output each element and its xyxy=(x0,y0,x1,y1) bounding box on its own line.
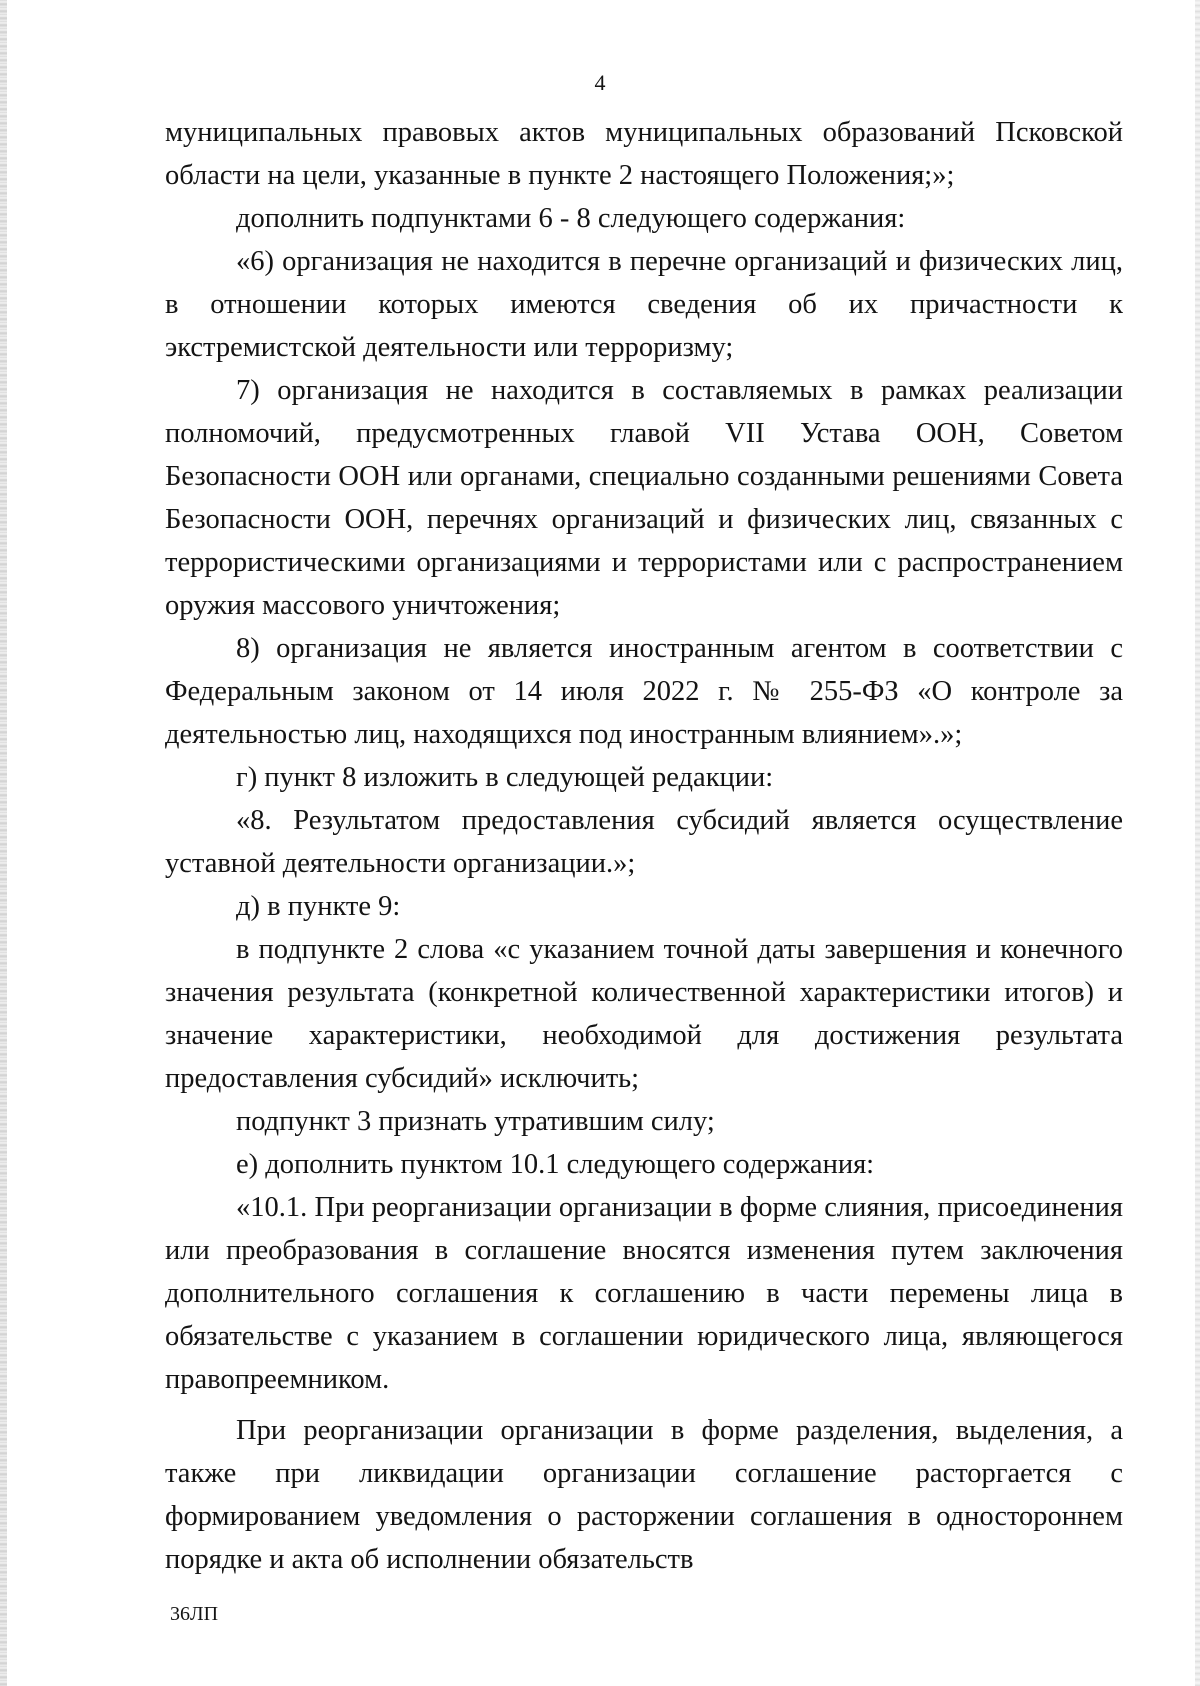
paragraph-subitem-8: 8) организация не является иностранным агентом в соответствии с Федеральным законом от 14 июля 2022 г. № 255-ФЗ «О контроле за деятельностью лиц, находящихся под иностранным влиянием».»; xyxy=(165,633,1123,750)
paragraph-subitem-6: «6) организация не находится в перечне организаций и физических лиц, в отношении которых имеются сведения об их причастности к экстремистской деятельности или терроризму; xyxy=(165,246,1123,363)
footer-document-code: 36ЛП xyxy=(170,1603,219,1625)
paragraph-reorganization-division: При реорганизации организации в форме разделения, выделения, а также при ликвидации организации соглашение расторгается с формированием уведомления о расторжении соглашения в одностороннем порядке и акта об исполнении обязательств xyxy=(165,1415,1123,1575)
paragraph-item-g: г) пункт 8 изложить в следующей редакции: xyxy=(236,762,774,793)
paragraph-point-8: «8. Результатом предоставления субсидий является осуществление уставной деятельности организации.»; xyxy=(165,805,1123,879)
paragraph-subitem-2-words: в подпункте 2 слова «с указанием точной даты завершения и конечного значения результата (конкретной количественной характеристики итогов) и значение характеристики, необходимой для достижения результата предоставления субсидий» исключить; xyxy=(165,934,1123,1094)
document-body xyxy=(165,111,1123,1581)
paragraph-point-10-1: «10.1. При реорганизации организации в форме слияния, присоединения или преобразования в соглашение вносятся изменения путем заключения дополнительного соглашения к соглашению в части перемены лица в обязательстве с указанием в соглашении юридического лица, являющегося правопреемником. xyxy=(165,1192,1123,1395)
paragraph-subitem-3-void: подпункт 3 признать утратившим силу; xyxy=(236,1106,715,1137)
paragraph-continuation: муниципальных правовых актов муниципальных образований Псковской области на цели, указанные в пункте 2 настоящего Положения;»; xyxy=(165,117,1123,191)
scan-edge-right xyxy=(1195,0,1200,1686)
scan-edge-left xyxy=(0,0,7,1686)
paragraph-item-d: д) в пункте 9: xyxy=(236,891,401,922)
paragraph-subitem-7: 7) организация не находится в составляемых в рамках реализации полномочий, предусмотренных главой VII Устава ООН, Советом Безопасности ООН или органами, специально созданными решениями Совета Безопасности ООН, перечнях организаций и физических лиц, связанных с террористическими организациями и террористами или с распространением оружия массового уничтожения; xyxy=(165,375,1123,621)
paragraph-item-e: е) дополнить пунктом 10.1 следующего содержания: xyxy=(236,1149,875,1180)
page-number: 4 xyxy=(594,70,606,95)
paragraph-add-subitems: дополнить подпунктами 6 - 8 следующего содержания: xyxy=(236,203,906,234)
